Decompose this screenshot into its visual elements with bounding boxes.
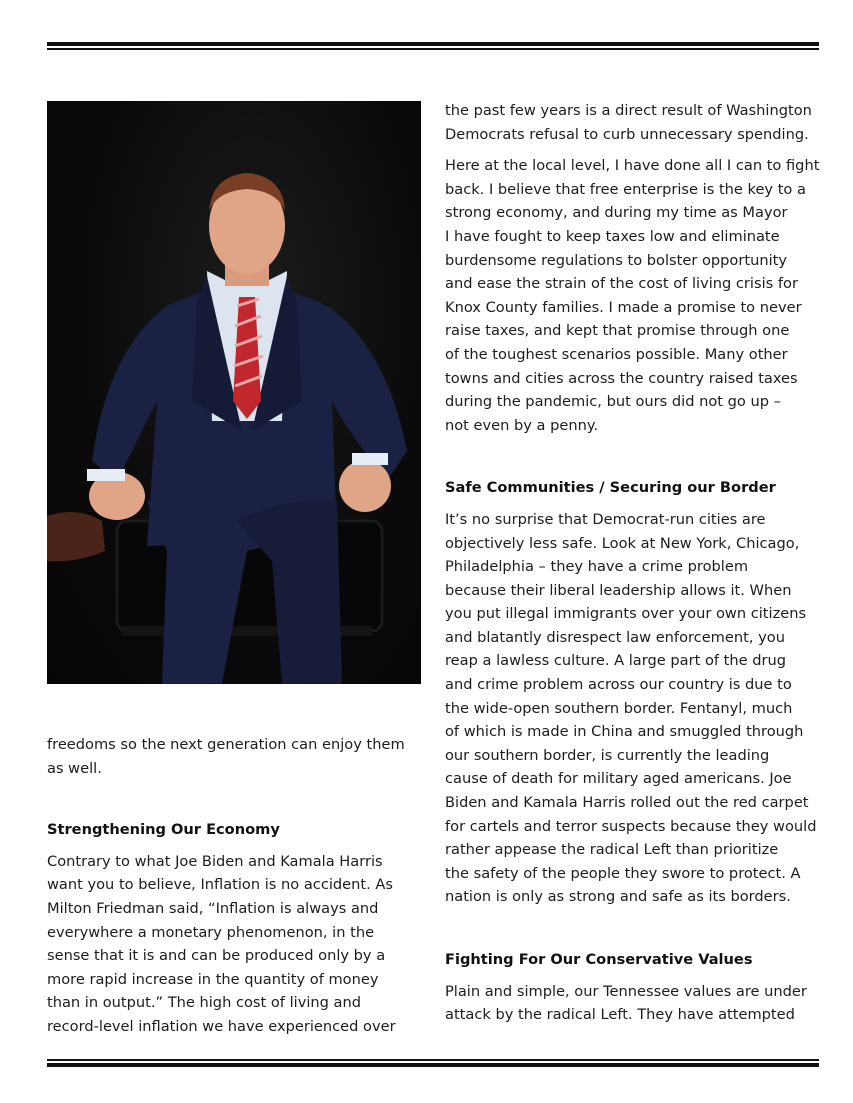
text-line: our southern border, is currently the leading — [445, 746, 770, 764]
text-line: attack by the radical Left. They have attempted — [445, 1006, 795, 1024]
text-line: reap a lawless culture. A large part of the drug — [445, 652, 787, 670]
text-line: of which is made in China and smuggled through — [445, 723, 804, 741]
text-line: and ease the strain of the cost of living crisis for — [445, 275, 798, 293]
text-line: you put illegal immigrants over your own citizens — [445, 605, 807, 623]
text-line: as well. — [47, 759, 102, 777]
paragraph-freedoms — [47, 733, 419, 780]
portrait-illustration — [47, 101, 421, 684]
text-line: everywhere a monetary phenomenon, in the — [47, 923, 375, 941]
paragraph-safe-communities — [445, 508, 825, 909]
text-line: It’s no surprise that Democrat-run cities are — [445, 510, 766, 528]
paragraph-local-level — [445, 154, 825, 437]
text-line: and blatantly disrespect law enforcement, you — [445, 628, 785, 646]
paragraph-economy — [47, 850, 419, 1039]
text-line: more rapid increase in the quantity of money — [47, 970, 379, 988]
portrait-photo — [47, 101, 421, 684]
text-line: objectively less safe. Look at New York, Chicago, — [445, 534, 800, 552]
text-line: and crime problem across our country is due to — [445, 676, 792, 694]
text-line: Milton Friedman said, “Inflation is always and — [47, 899, 379, 917]
bottom-rule — [47, 1059, 819, 1067]
paragraph-washington — [445, 99, 825, 146]
text-line: Knox County families. I made a promise to never — [445, 298, 802, 316]
text-line: freedoms so the next generation can enjoy them — [47, 736, 405, 753]
text-line: during the pandemic, but ours did not go up – — [445, 393, 781, 411]
text-line: rather appease the radical Left than prioritize — [445, 841, 779, 859]
right-column — [445, 99, 825, 1027]
text-line: because their liberal leadership allows it. When — [445, 581, 792, 599]
heading-conservative-values: Fighting For Our Conservative Values — [445, 951, 753, 968]
text-line: sense that it is and can be produced only by a — [47, 947, 386, 965]
text-line: than in output.” The high cost of living and — [47, 994, 361, 1012]
paragraph-conservative-values — [445, 980, 825, 1027]
text-line: the safety of the people they swore to protect. A — [445, 864, 801, 882]
text-line: strong economy, and during my time as Mayor — [445, 204, 788, 222]
heading-safe-communities: Safe Communities / Securing our Border — [445, 479, 776, 497]
text-line: cause of death for military aged americans. Joe — [445, 770, 792, 788]
text-line: for cartels and terror suspects because they would — [445, 817, 817, 835]
text-line: Here at the local level, I have done all I can to fight — [445, 157, 820, 175]
text-line: burdensome regulations to bolster opportunity — [445, 251, 787, 269]
text-line: I have fought to keep taxes low and eliminate — [445, 227, 780, 245]
heading-strengthening-economy: Strengthening Our Economy — [47, 821, 280, 839]
text-line: Contrary to what Joe Biden and Kamala Harris — [47, 852, 383, 870]
text-line: the past few years is a direct result of Washington — [445, 102, 812, 119]
text-line: towns and cities across the country raised taxes — [445, 369, 798, 387]
text-line: record-level inflation we have experienced over — [47, 1017, 396, 1035]
text-line: raise taxes, and kept that promise through one — [445, 322, 790, 340]
text-line: want you to believe, Inflation is no accident. As — [47, 876, 393, 894]
text-line: Philadelphia – they have a crime problem — [445, 558, 749, 576]
text-line: back. I believe that free enterprise is the key to a — [445, 180, 806, 198]
text-line: nation is only as strong and safe as its borders. — [445, 888, 791, 906]
left-column — [47, 733, 419, 1039]
text-line: not even by a penny. — [445, 416, 599, 434]
top-rule — [47, 42, 819, 50]
text-line: of the toughest scenarios possible. Many other — [445, 345, 788, 363]
text-line: Biden and Kamala Harris rolled out the red carpet — [445, 794, 809, 812]
text-line: Democrats refusal to curb unnecessary spending. — [445, 125, 809, 143]
text-line: the wide-open southern border. Fentanyl, much — [445, 699, 793, 717]
text-line: Plain and simple, our Tennessee values are under — [445, 982, 807, 1000]
